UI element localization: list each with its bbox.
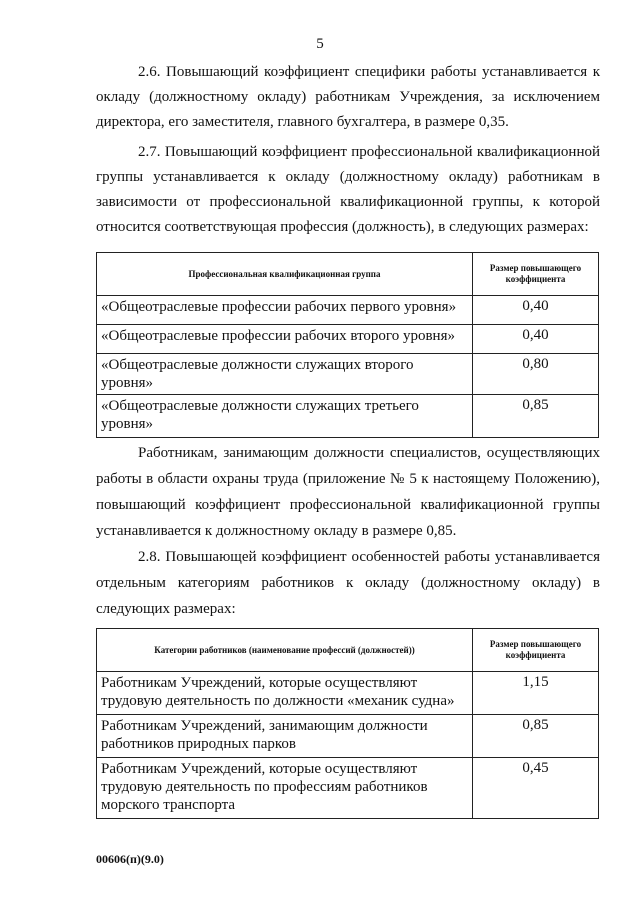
- row-value: 1,15: [473, 672, 599, 715]
- header-qualification-group: Профессиональная квалификационная группа: [97, 253, 473, 296]
- table-row: [97, 296, 599, 325]
- row-value: 0,45: [473, 758, 599, 819]
- paragraph-specialists: Работникам, занимающим должности специалистов, осуществляющих работы в области охраны труда (приложение № 5 к настоящему Положению), повышающий коэффициент профессиональной квалификационной группы устанавливается к должностному окладу в размере 0,85.: [96, 445, 600, 539]
- row-name: «Общеотраслевые должности служащих второго уровня»: [97, 354, 473, 395]
- row-value: 0,85: [473, 715, 599, 758]
- paragraph-2-7: 2.7. Повышающий коэффициент профессиональной квалификационной группы устанавливается к окладу (должностному окладу) работникам в зависимости от профессиональной квалификационной группы, к которой относится соответствующая профессия (должность), в следующих размерах:: [96, 144, 600, 235]
- header-coefficient: Размер повышающего коэффициента: [473, 629, 599, 672]
- page-number: 5: [316, 36, 324, 52]
- row-name: Работникам Учреждений, которые осуществляют трудовую деятельность по должности «механик судна»: [97, 672, 473, 715]
- document-code: 00606(п)(9.0): [96, 852, 164, 866]
- row-value: 0,80: [473, 354, 599, 395]
- table-row: [97, 395, 599, 438]
- row-name: «Общеотраслевые профессии рабочих первого уровня»: [97, 296, 473, 325]
- paragraph-2-6: 2.6. Повышающий коэффициент специфики работы устанавливается к окладу (должностному окладу) работникам Учреждения, за исключением директора, его заместителя, главного бухгалтера, в размере 0,35.: [96, 64, 600, 130]
- table-row: [97, 715, 599, 758]
- header-coefficient: Размер повышающего коэффициента: [473, 253, 599, 296]
- table-header-row: [97, 629, 599, 672]
- row-name: «Общеотраслевые должности служащих третьего уровня»: [97, 395, 473, 438]
- table-row: [97, 672, 599, 715]
- table-row: [97, 758, 599, 819]
- row-value: 0,85: [473, 395, 599, 438]
- row-name: «Общеотраслевые профессии рабочих второго уровня»: [97, 325, 473, 354]
- paragraph-2-8: 2.8. Повышающей коэффициент особенностей работы устанавливается отдельным категориям работников к окладу (должностному окладу) в следующих размерах:: [96, 549, 600, 617]
- row-name: Работникам Учреждений, занимающим должности работников природных парков: [97, 715, 473, 758]
- table-row: [97, 354, 599, 395]
- row-value: 0,40: [473, 325, 599, 354]
- row-name: Работникам Учреждений, которые осуществляют трудовую деятельность по профессиям работников морского транспорта: [97, 758, 473, 819]
- row-value: 0,40: [473, 296, 599, 325]
- table-header-row: [97, 253, 599, 296]
- qualification-group-table: [96, 252, 599, 438]
- work-category-table: [96, 628, 599, 819]
- header-work-category: Категории работников (наименование профессий (должностей)): [97, 629, 473, 672]
- table-row: [97, 325, 599, 354]
